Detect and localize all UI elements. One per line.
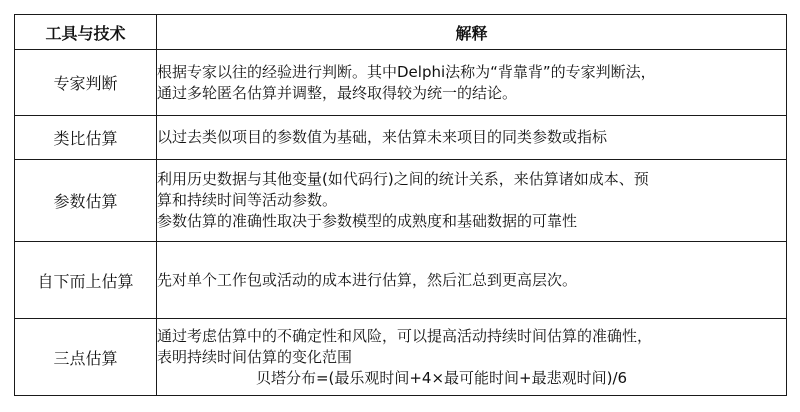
header-tool: 工具与技术: [15, 15, 157, 50]
table-row-expert-judgment: [15, 50, 787, 116]
beta-distribution-formula: 贝塔分布=(最乐观时间+4×最可能时间+最悲观时间)/6: [255, 368, 628, 387]
description-cell: [157, 319, 787, 396]
table-row-analogous-estimating: [15, 116, 787, 160]
description-line: 根据专家以往的经验进行判断。其中Delphi法称为“背靠背”的专家判断法，: [157, 62, 656, 81]
description-cell: [157, 116, 787, 160]
description-cell: [157, 160, 787, 242]
description-line: 参数估算的准确性取决于参数模型的成熟度和基础数据的可靠性: [157, 212, 578, 230]
description-line: 先对单个工作包或活动的成本进行估算，然后汇总到更高层次。: [157, 270, 578, 289]
tool-cell: 自下而上估算: [15, 242, 157, 319]
table-header-row: [15, 15, 787, 50]
description-line: 表明持续时间估算的变化范围: [157, 347, 353, 366]
tools-techniques-table: [14, 14, 787, 396]
description-line: 利用历史数据与其他变量(如代码行)之间的统计关系，来估算诸如成本、预: [157, 170, 649, 188]
table-row-three-point-estimating: [15, 319, 787, 396]
description-line: 通过多轮匿名估算并调整，最终取得较为统一的结论。: [157, 83, 518, 102]
tool-cell: 专家判断: [15, 50, 157, 116]
table-row-bottom-up-estimating: [15, 242, 787, 319]
description-line: 以过去类似项目的参数值为基础，来估算未来项目的同类参数或指标: [157, 128, 608, 146]
description-cell: [157, 242, 787, 319]
description-cell: [157, 50, 787, 116]
table-row-parametric-estimating: [15, 160, 787, 242]
description-line: 算和持续时间等活动参数。: [157, 191, 338, 209]
header-description: 解释: [157, 15, 787, 50]
tool-cell: 类比估算: [15, 116, 157, 160]
description-line: 通过考虑估算中的不确定性和风险，可以提高活动持续时间估算的准确性，: [157, 326, 653, 345]
tool-cell: 三点估算: [15, 319, 157, 396]
tool-cell: 参数估算: [15, 160, 157, 242]
